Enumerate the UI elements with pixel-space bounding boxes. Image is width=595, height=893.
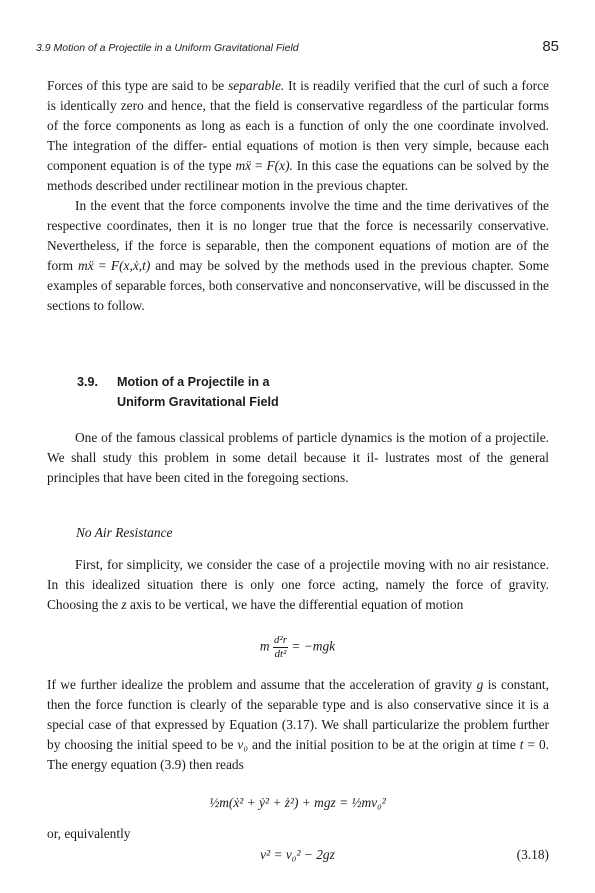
or-equivalently-label: or, equivalently [47,826,131,841]
eq1-numerator: d²r [273,634,288,646]
section-title-line1: Motion of a Projectile in a [117,375,270,389]
running-head [36,38,559,58]
body-text-energy [47,675,549,775]
running-title: 3.9 Motion of a Projectile in a Uniform Gravitational Field [36,42,299,54]
eq1-mass: m [259,638,270,654]
section-title-line2: Uniform Gravitational Field [117,395,279,409]
paragraph-separable: Forces of this type are said to be separable. It is readily verified that the curl of such a force is identically zero and hence, that the field is conservative regardless of the particular forms of the force components as long as each is a function of only the one coordinate involved. The integration of the differ- ential equations of motion is then very simple, because each component equation is of the type mẍ = F(x). In this case the equations can be solved by the methods described under rectilinear motion in the previous chapter. [47,78,549,193]
equation-speed [0,847,595,863]
eq3-text: v² = v₀² − 2gz [260,847,335,862]
eq1-fraction [273,634,288,661]
equation-motion [0,634,595,661]
paragraph-no-air-resistance: First, for simplicity, we consider the case of a projectile moving with no air resistance. In this idealized situation there is only one force acting, namely the force of gravity. Choosing the z axis to be vertical, we have the differential equation of motion [47,557,549,612]
subsection-heading: No Air Resistance [76,525,173,540]
eq1-denominator: dt² [274,648,287,660]
body-text-intro [47,428,549,488]
paragraph-projectile-intro: One of the famous classical problems of particle dynamics is the motion of a projectile. We shall study this problem in some detail because it il- lustrates most of the general principles that have been cited in the foregoing sections. [47,430,549,485]
body-text-no-air [47,555,549,615]
eq2-text: ½m(ẋ² + ẏ² + ż²) + mgz = ½mv₀² [209,795,386,810]
equation-energy [0,795,595,811]
paragraph-energy: If we further idealize the problem and assume that the acceleration of gravity g is constant, then the force function is clearly of the separable type and is also conservative since it is a special case of that expressed by Equation (3.17). We shall particularize the problem further by choosing the initial speed to be v₀ and the initial position to be at the origin at time t = 0. The energy equation (3.9) then reads [47,677,549,772]
paragraph-time-dependent: In the event that the force components involve the time and the time derivatives of the respective coordinates, then it is no longer true that the force is necessarily conservative. Nevertheless, if the force is separable, then the component equations of motion are of the form mẍ = F(x,ẋ,t) and may be solved by the methods used in the previous chapter. Some examples of separable forces, both conservative and nonconservative, will be discussed in the sections to follow. [47,198,549,313]
page-number: 85 [542,38,559,55]
eq1-rhs: = −mgk [291,638,336,654]
body-text-top [47,76,549,316]
equation-number: (3.18) [516,847,549,862]
section-number: 3.9. [77,375,99,389]
section-heading [77,372,279,412]
